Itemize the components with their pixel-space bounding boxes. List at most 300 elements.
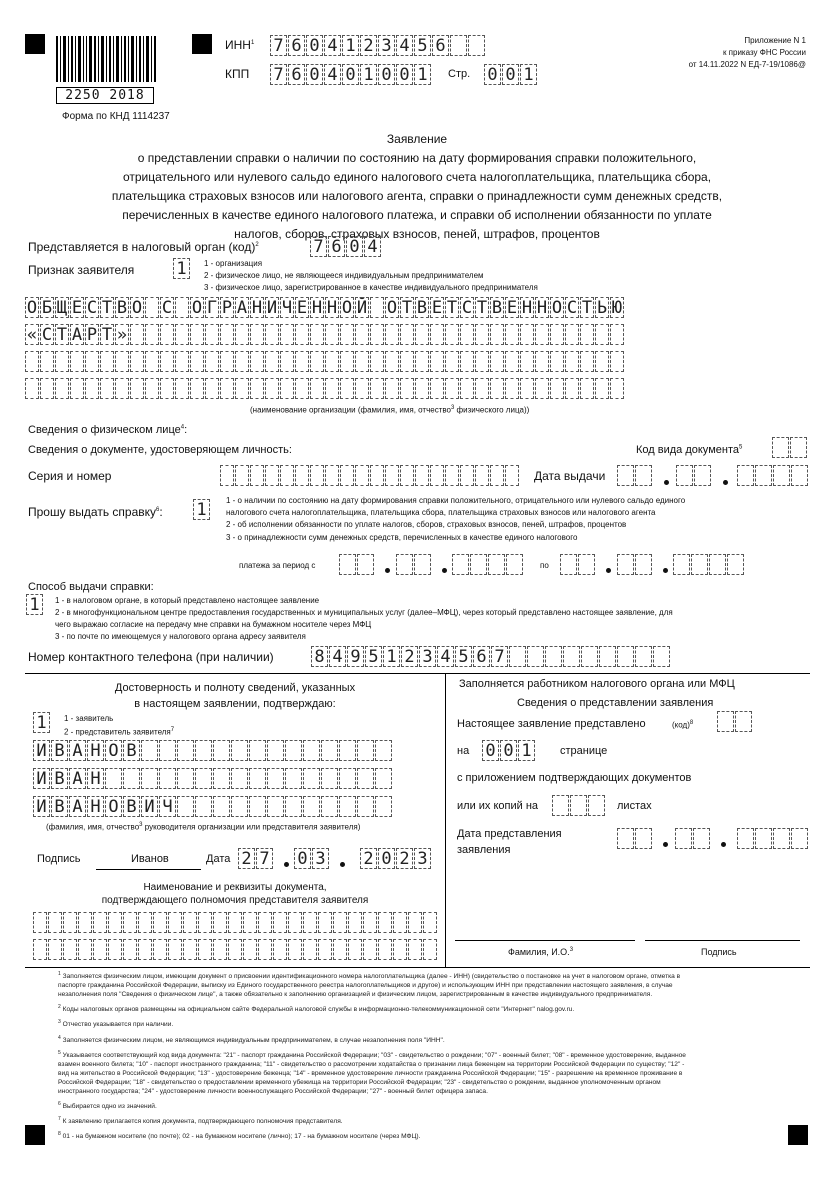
char-cell[interactable]: [115, 378, 129, 399]
char-cell[interactable]: [490, 378, 504, 399]
char-cell[interactable]: О: [131, 298, 143, 318]
char-cell[interactable]: 0: [342, 64, 359, 85]
char-cell[interactable]: [520, 351, 534, 372]
issue-month-field[interactable]: [676, 465, 712, 486]
char-cell[interactable]: [213, 939, 227, 960]
char-cell[interactable]: [570, 795, 587, 816]
char-cell[interactable]: [321, 768, 338, 789]
char-cell[interactable]: [505, 465, 519, 486]
char-cell[interactable]: [550, 378, 564, 399]
char-cell[interactable]: [228, 912, 242, 933]
tax-authority-code-field[interactable]: [310, 236, 382, 257]
char-cell[interactable]: [363, 939, 377, 960]
char-cell[interactable]: А: [71, 325, 83, 345]
char-cell[interactable]: [340, 351, 354, 372]
char-cell[interactable]: [55, 351, 69, 372]
char-cell[interactable]: [303, 768, 320, 789]
char-cell[interactable]: [348, 912, 362, 933]
char-cell[interactable]: [378, 912, 392, 933]
char-cell[interactable]: В: [116, 298, 128, 318]
char-cell[interactable]: [100, 378, 114, 399]
char-cell[interactable]: [450, 35, 467, 56]
char-cell[interactable]: [295, 378, 309, 399]
delivery-method-field[interactable]: [26, 594, 44, 615]
char-cell[interactable]: [108, 912, 122, 933]
char-cell[interactable]: [693, 828, 710, 849]
char-cell[interactable]: [265, 351, 279, 372]
org-name-row-1[interactable]: [25, 297, 625, 318]
char-cell[interactable]: [130, 324, 144, 345]
char-cell[interactable]: [400, 378, 414, 399]
char-cell[interactable]: [423, 912, 437, 933]
char-cell[interactable]: [250, 378, 264, 399]
char-cell[interactable]: [141, 740, 158, 761]
period-from-month[interactable]: [396, 554, 432, 575]
char-cell[interactable]: 1: [360, 64, 377, 85]
char-cell[interactable]: [138, 939, 152, 960]
char-cell[interactable]: 4: [437, 646, 454, 667]
char-cell[interactable]: [310, 324, 324, 345]
char-cell[interactable]: [280, 465, 294, 486]
char-cell[interactable]: [339, 554, 356, 575]
char-cell[interactable]: [727, 554, 744, 575]
char-cell[interactable]: 3: [414, 848, 431, 869]
char-cell[interactable]: [205, 324, 219, 345]
period-from-day[interactable]: [339, 554, 375, 575]
char-cell[interactable]: [363, 912, 377, 933]
char-cell[interactable]: [370, 351, 384, 372]
char-cell[interactable]: [70, 351, 84, 372]
char-cell[interactable]: [385, 351, 399, 372]
org-name-row-3[interactable]: [25, 351, 625, 372]
char-cell[interactable]: [445, 378, 459, 399]
char-cell[interactable]: [505, 324, 519, 345]
char-cell[interactable]: [385, 465, 399, 486]
period-to-year[interactable]: [673, 554, 745, 575]
issue-day-field[interactable]: [617, 465, 653, 486]
char-cell[interactable]: [160, 378, 174, 399]
char-cell[interactable]: О: [105, 796, 122, 817]
char-cell[interactable]: 0: [306, 35, 323, 56]
char-cell[interactable]: [550, 324, 564, 345]
char-cell[interactable]: [709, 554, 726, 575]
char-cell[interactable]: [488, 554, 505, 575]
char-cell[interactable]: [78, 912, 92, 933]
char-cell[interactable]: 6: [288, 35, 305, 56]
copies-count-field[interactable]: [552, 795, 606, 816]
char-cell[interactable]: [355, 324, 369, 345]
char-cell[interactable]: И: [33, 740, 50, 761]
char-cell[interactable]: [460, 465, 474, 486]
char-cell[interactable]: 0: [378, 848, 395, 869]
char-cell[interactable]: [145, 351, 159, 372]
char-cell[interactable]: [460, 378, 474, 399]
char-cell[interactable]: [288, 939, 302, 960]
char-cell[interactable]: [375, 796, 392, 817]
char-cell[interactable]: [190, 351, 204, 372]
char-cell[interactable]: [303, 740, 320, 761]
authority-doc-row-1[interactable]: [33, 912, 438, 933]
char-cell[interactable]: [265, 324, 279, 345]
char-cell[interactable]: [580, 324, 594, 345]
char-cell[interactable]: [213, 768, 230, 789]
char-cell[interactable]: 3: [419, 646, 436, 667]
char-cell[interactable]: Р: [86, 325, 98, 345]
char-cell[interactable]: [267, 740, 284, 761]
char-cell[interactable]: Т: [101, 325, 113, 345]
char-cell[interactable]: [357, 768, 374, 789]
char-cell[interactable]: [183, 939, 197, 960]
char-cell[interactable]: [755, 828, 772, 849]
char-cell[interactable]: [415, 465, 429, 486]
char-cell[interactable]: 1: [520, 64, 537, 85]
char-cell[interactable]: [468, 35, 485, 56]
char-cell[interactable]: [177, 768, 194, 789]
char-cell[interactable]: [177, 740, 194, 761]
char-cell[interactable]: 6: [432, 35, 449, 56]
sign-date-month[interactable]: [294, 848, 330, 869]
char-cell[interactable]: [452, 554, 469, 575]
char-cell[interactable]: 7: [310, 236, 327, 257]
char-cell[interactable]: [310, 378, 324, 399]
char-cell[interactable]: [303, 912, 317, 933]
char-cell[interactable]: [318, 939, 332, 960]
char-cell[interactable]: [400, 324, 414, 345]
char-cell[interactable]: [415, 324, 429, 345]
char-cell[interactable]: [168, 939, 182, 960]
char-cell[interactable]: 7: [256, 848, 273, 869]
char-cell[interactable]: [33, 939, 47, 960]
char-cell[interactable]: 1: [518, 740, 535, 761]
char-cell[interactable]: [159, 768, 176, 789]
char-cell[interactable]: И: [33, 768, 50, 789]
char-cell[interactable]: 0: [484, 64, 501, 85]
char-cell[interactable]: [85, 351, 99, 372]
char-cell[interactable]: [460, 351, 474, 372]
char-cell[interactable]: [325, 465, 339, 486]
applicant-sign-field[interactable]: [173, 258, 191, 279]
char-cell[interactable]: [610, 378, 624, 399]
char-cell[interactable]: [333, 939, 347, 960]
char-cell[interactable]: [599, 646, 616, 667]
char-cell[interactable]: [396, 554, 413, 575]
char-cell[interactable]: [445, 465, 459, 486]
char-cell[interactable]: [190, 378, 204, 399]
char-cell[interactable]: [565, 378, 579, 399]
char-cell[interactable]: [115, 351, 129, 372]
char-cell[interactable]: В: [491, 298, 503, 318]
char-cell[interactable]: [509, 646, 526, 667]
char-cell[interactable]: [339, 796, 356, 817]
char-cell[interactable]: [385, 378, 399, 399]
char-cell[interactable]: [198, 939, 212, 960]
char-cell[interactable]: [205, 378, 219, 399]
char-cell[interactable]: [228, 939, 242, 960]
sign-date-day[interactable]: [238, 848, 274, 869]
char-cell[interactable]: Н: [521, 298, 533, 318]
char-cell[interactable]: [490, 351, 504, 372]
char-cell[interactable]: [737, 465, 754, 486]
page-number-field[interactable]: [484, 64, 538, 85]
char-cell[interactable]: [563, 646, 580, 667]
char-cell[interactable]: 4: [364, 236, 381, 257]
char-cell[interactable]: [280, 378, 294, 399]
char-cell[interactable]: 0: [500, 740, 517, 761]
char-cell[interactable]: [578, 554, 595, 575]
char-cell[interactable]: [318, 912, 332, 933]
char-cell[interactable]: Щ: [56, 298, 68, 318]
char-cell[interactable]: Н: [251, 298, 263, 318]
char-cell[interactable]: [267, 768, 284, 789]
char-cell[interactable]: [617, 465, 634, 486]
char-cell[interactable]: [205, 351, 219, 372]
char-cell[interactable]: [85, 378, 99, 399]
char-cell[interactable]: [25, 351, 39, 372]
char-cell[interactable]: 4: [324, 64, 341, 85]
confirmer-type-field[interactable]: [33, 712, 51, 733]
char-cell[interactable]: [393, 912, 407, 933]
char-cell[interactable]: [565, 324, 579, 345]
char-cell[interactable]: 0: [294, 848, 311, 869]
char-cell[interactable]: 6: [328, 236, 345, 257]
char-cell[interactable]: [250, 324, 264, 345]
char-cell[interactable]: С: [461, 298, 473, 318]
char-cell[interactable]: И: [141, 796, 158, 817]
char-cell[interactable]: [588, 795, 605, 816]
char-cell[interactable]: Т: [101, 298, 113, 318]
char-cell[interactable]: 2: [360, 848, 377, 869]
char-cell[interactable]: В: [416, 298, 428, 318]
char-cell[interactable]: [303, 796, 320, 817]
char-cell[interactable]: [520, 324, 534, 345]
char-cell[interactable]: [535, 378, 549, 399]
submission-date-month[interactable]: [675, 828, 711, 849]
char-cell[interactable]: [100, 351, 114, 372]
char-cell[interactable]: 0: [378, 64, 395, 85]
char-cell[interactable]: 4: [329, 646, 346, 667]
char-cell[interactable]: [370, 378, 384, 399]
char-cell[interactable]: [445, 351, 459, 372]
char-cell[interactable]: [123, 768, 140, 789]
char-cell[interactable]: Ь: [596, 298, 608, 318]
char-cell[interactable]: [772, 437, 789, 458]
char-cell[interactable]: [790, 437, 807, 458]
char-cell[interactable]: [213, 796, 230, 817]
char-cell[interactable]: [535, 324, 549, 345]
char-cell[interactable]: [249, 796, 266, 817]
char-cell[interactable]: [617, 554, 634, 575]
char-cell[interactable]: [159, 740, 176, 761]
char-cell[interactable]: [635, 828, 652, 849]
char-cell[interactable]: [231, 740, 248, 761]
char-cell[interactable]: Й: [356, 298, 368, 318]
char-cell[interactable]: [737, 828, 754, 849]
char-cell[interactable]: [475, 465, 489, 486]
char-cell[interactable]: [220, 324, 234, 345]
char-cell[interactable]: [545, 646, 562, 667]
char-cell[interactable]: С: [86, 298, 98, 318]
char-cell[interactable]: А: [69, 796, 86, 817]
org-name-row-4[interactable]: [25, 378, 625, 399]
char-cell[interactable]: [243, 912, 257, 933]
char-cell[interactable]: 7: [270, 35, 287, 56]
pages-count-field[interactable]: [482, 740, 536, 761]
char-cell[interactable]: О: [341, 298, 353, 318]
char-cell[interactable]: [220, 465, 234, 486]
char-cell[interactable]: 2: [401, 646, 418, 667]
char-cell[interactable]: [258, 912, 272, 933]
char-cell[interactable]: 8: [311, 646, 328, 667]
char-cell[interactable]: [735, 711, 752, 732]
char-cell[interactable]: [560, 554, 577, 575]
char-cell[interactable]: [303, 939, 317, 960]
char-cell[interactable]: [145, 378, 159, 399]
char-cell[interactable]: [195, 768, 212, 789]
period-from-year[interactable]: [452, 554, 524, 575]
char-cell[interactable]: [635, 646, 652, 667]
char-cell[interactable]: [505, 351, 519, 372]
char-cell[interactable]: [175, 351, 189, 372]
char-cell[interactable]: [325, 378, 339, 399]
char-cell[interactable]: 4: [324, 35, 341, 56]
char-cell[interactable]: [295, 351, 309, 372]
char-cell[interactable]: [325, 324, 339, 345]
char-cell[interactable]: [475, 324, 489, 345]
char-cell[interactable]: Н: [87, 768, 104, 789]
char-cell[interactable]: [430, 324, 444, 345]
char-cell[interactable]: [295, 324, 309, 345]
char-cell[interactable]: [505, 378, 519, 399]
char-cell[interactable]: [357, 796, 374, 817]
char-cell[interactable]: [153, 939, 167, 960]
char-cell[interactable]: [213, 912, 227, 933]
char-cell[interactable]: О: [551, 298, 563, 318]
char-cell[interactable]: [190, 324, 204, 345]
char-cell[interactable]: [153, 912, 167, 933]
char-cell[interactable]: [325, 351, 339, 372]
presented-code-field[interactable]: [717, 711, 753, 732]
char-cell[interactable]: [258, 939, 272, 960]
char-cell[interactable]: [321, 796, 338, 817]
char-cell[interactable]: Н: [311, 298, 323, 318]
period-to-month[interactable]: [617, 554, 653, 575]
char-cell[interactable]: [231, 796, 248, 817]
char-cell[interactable]: [48, 912, 62, 933]
char-cell[interactable]: [285, 796, 302, 817]
char-cell[interactable]: Е: [431, 298, 443, 318]
submission-date-year[interactable]: [737, 828, 809, 849]
char-cell[interactable]: [773, 828, 790, 849]
char-cell[interactable]: 6: [473, 646, 490, 667]
char-cell[interactable]: [400, 465, 414, 486]
char-cell[interactable]: 1: [193, 499, 210, 520]
char-cell[interactable]: [250, 465, 264, 486]
char-cell[interactable]: [385, 324, 399, 345]
char-cell[interactable]: [755, 465, 772, 486]
char-cell[interactable]: [415, 378, 429, 399]
char-cell[interactable]: [475, 351, 489, 372]
char-cell[interactable]: 9: [347, 646, 364, 667]
char-cell[interactable]: 2: [360, 35, 377, 56]
char-cell[interactable]: [355, 378, 369, 399]
char-cell[interactable]: Н: [87, 740, 104, 761]
char-cell[interactable]: 6: [288, 64, 305, 85]
char-cell[interactable]: [123, 939, 137, 960]
char-cell[interactable]: О: [105, 740, 122, 761]
char-cell[interactable]: В: [51, 740, 68, 761]
char-cell[interactable]: [195, 796, 212, 817]
char-cell[interactable]: [357, 554, 374, 575]
char-cell[interactable]: 1: [26, 594, 43, 615]
phone-field[interactable]: [311, 646, 671, 667]
char-cell[interactable]: 2: [396, 848, 413, 869]
char-cell[interactable]: [355, 465, 369, 486]
char-cell[interactable]: [694, 465, 711, 486]
char-cell[interactable]: 1: [383, 646, 400, 667]
char-cell[interactable]: [265, 378, 279, 399]
char-cell[interactable]: В: [51, 796, 68, 817]
char-cell[interactable]: [250, 351, 264, 372]
char-cell[interactable]: [295, 465, 309, 486]
char-cell[interactable]: 1: [173, 258, 190, 279]
char-cell[interactable]: [195, 740, 212, 761]
char-cell[interactable]: [55, 378, 69, 399]
sign-date-year[interactable]: [360, 848, 432, 869]
char-cell[interactable]: [635, 554, 652, 575]
char-cell[interactable]: Е: [506, 298, 518, 318]
char-cell[interactable]: [595, 351, 609, 372]
char-cell[interactable]: [40, 351, 54, 372]
char-cell[interactable]: [617, 646, 634, 667]
char-cell[interactable]: [249, 768, 266, 789]
char-cell[interactable]: 1: [342, 35, 359, 56]
char-cell[interactable]: [339, 740, 356, 761]
char-cell[interactable]: 0: [502, 64, 519, 85]
char-cell[interactable]: [595, 378, 609, 399]
char-cell[interactable]: [355, 351, 369, 372]
char-cell[interactable]: [333, 912, 347, 933]
char-cell[interactable]: [175, 378, 189, 399]
char-cell[interactable]: Т: [56, 325, 68, 345]
char-cell[interactable]: [280, 351, 294, 372]
char-cell[interactable]: [673, 554, 690, 575]
char-cell[interactable]: [414, 554, 431, 575]
char-cell[interactable]: [235, 378, 249, 399]
char-cell[interactable]: [130, 378, 144, 399]
char-cell[interactable]: В: [123, 740, 140, 761]
char-cell[interactable]: 1: [414, 64, 431, 85]
char-cell[interactable]: [375, 740, 392, 761]
char-cell[interactable]: 5: [455, 646, 472, 667]
issue-year-field[interactable]: [737, 465, 809, 486]
char-cell[interactable]: И: [266, 298, 278, 318]
char-cell[interactable]: [400, 351, 414, 372]
char-cell[interactable]: Н: [87, 796, 104, 817]
char-cell[interactable]: [565, 351, 579, 372]
series-number-field[interactable]: [220, 465, 520, 486]
char-cell[interactable]: 2: [238, 848, 255, 869]
char-cell[interactable]: А: [69, 768, 86, 789]
char-cell[interactable]: 3: [312, 848, 329, 869]
first-name-field[interactable]: [33, 768, 393, 789]
char-cell[interactable]: В: [51, 768, 68, 789]
char-cell[interactable]: [141, 768, 158, 789]
char-cell[interactable]: [145, 297, 159, 318]
char-cell[interactable]: 1: [33, 712, 50, 733]
char-cell[interactable]: [791, 465, 808, 486]
char-cell[interactable]: [676, 465, 693, 486]
char-cell[interactable]: [393, 939, 407, 960]
